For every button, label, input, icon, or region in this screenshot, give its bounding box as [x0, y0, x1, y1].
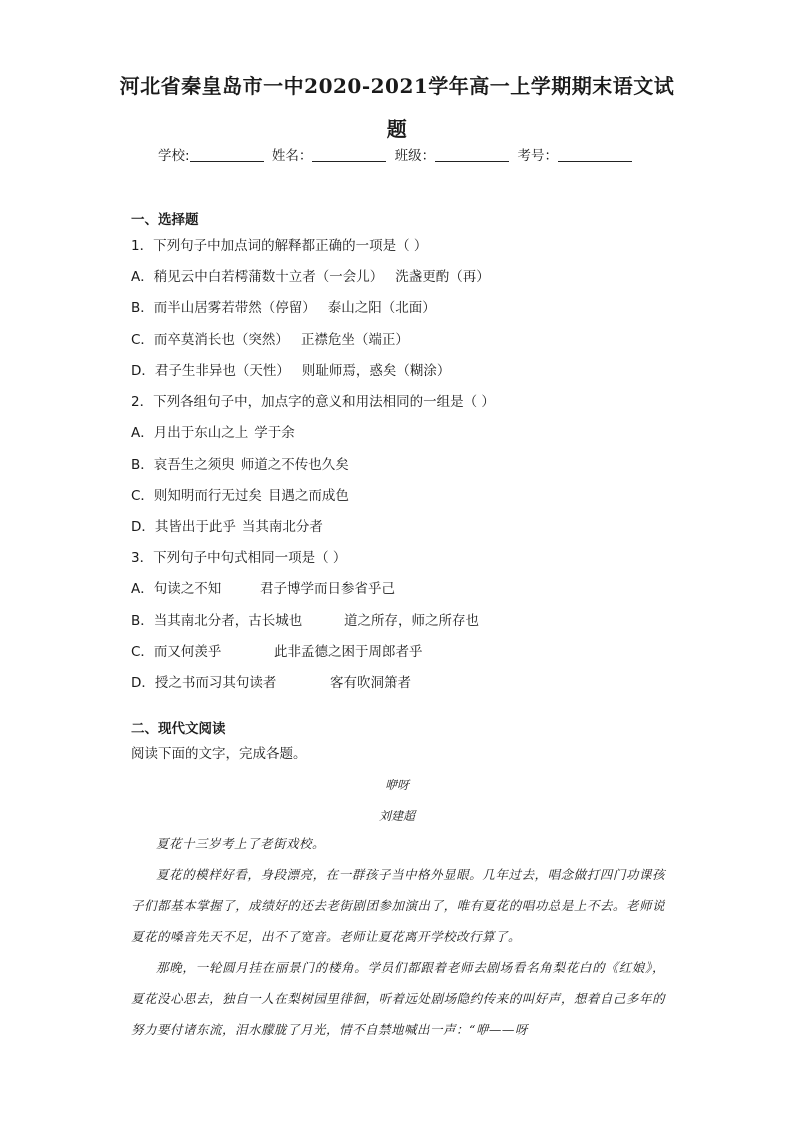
option-text: B．而半山居雾若带然（停留）	[131, 300, 316, 316]
question-2-option-b	[131, 453, 349, 473]
question-1-stem: 1．下列句子中加点词的解释都正确的一项是（ ）	[131, 238, 428, 254]
class-label: 班级：	[394, 148, 436, 164]
option-text: 正襟危坐（端正）	[300, 332, 409, 348]
question-1-option-c	[131, 328, 409, 348]
option-text: 道之所存，师之所存也	[344, 613, 479, 629]
option-text: 此非孟德之困于周郎者乎	[274, 644, 423, 660]
class-blank[interactable]	[435, 161, 509, 162]
article-paragraph-2: 夏花的模样好看，身段漂亮，在一群孩子当中格外显眼。几年过去，唱念做打四门功课孩子们都基本掌握了，成绩好的还去老街剧团参加演出了，唯有夏花的唱功总是上不去。老师说夏花的嗓音先天不足，出不了宽音。老师让夏花离开学校改行算了。	[131, 867, 665, 944]
question-1-option-b	[131, 296, 436, 316]
option-text: C．而卒莫消长也（突然）	[131, 332, 289, 348]
question-2-option-c	[131, 484, 349, 504]
option-text: 泰山之阳（北面）	[327, 300, 436, 316]
question-1-option-a	[131, 265, 490, 285]
question-3-option-d	[131, 671, 411, 691]
option-text: 学于余	[254, 425, 295, 441]
question-3-option-c	[131, 640, 423, 660]
option-text: 客有吹洞箫者	[330, 675, 411, 691]
option-text: 洗盏更酌（再）	[395, 269, 490, 285]
option-text: D．君子生非异也（天性）	[131, 363, 290, 379]
id-label: 考号：	[517, 148, 558, 164]
question-2-stem: 2．下列各组句子中，加点字的意义和用法相同的一组是（ ）	[131, 394, 495, 410]
name-label: 姓名：	[271, 148, 313, 164]
reading-instruction: 阅读下面的文字，完成各题。	[131, 746, 307, 762]
question-1-option-d	[131, 359, 450, 379]
section-1-heading: 一、选择题	[131, 212, 199, 228]
question-3-option-a	[131, 577, 395, 597]
school-label: 学校:	[158, 148, 190, 164]
option-text: A．稍见云中白若樗蒲数十立者（一会儿）	[131, 269, 384, 285]
section-2-heading: 二、现代文阅读	[131, 721, 226, 737]
option-text: C．则知明而行无过矣	[131, 488, 262, 504]
school-blank[interactable]	[190, 161, 264, 162]
article-author: 刘建超	[378, 809, 415, 823]
option-text: 当其南北分者	[241, 519, 323, 535]
option-text: A．月出于东山之上	[131, 425, 249, 441]
option-text: D．其皆出于此乎	[131, 519, 236, 535]
option-text: 目遇之而成色	[267, 488, 349, 504]
option-text: 则耻师焉，惑矣（糊涂）	[301, 363, 451, 379]
option-text: 君子博学而日参省乎己	[260, 581, 395, 597]
student-info-row	[0, 144, 794, 164]
option-text: B．哀吾生之须臾	[131, 457, 235, 473]
option-text: 师道之不传也久矣	[240, 457, 349, 473]
question-3-option-b	[131, 609, 479, 629]
id-blank[interactable]	[558, 161, 632, 162]
option-text: D．授之书而习其句读者	[131, 675, 277, 691]
question-2-option-d	[131, 515, 323, 535]
option-text: C．而又何羡乎	[131, 644, 222, 660]
article-title: 咿呀	[384, 778, 409, 792]
article-paragraph-3: 那晚，一轮圆月挂在丽景门的楼角。学员们都跟着老师去剧场看名角梨花白的《红娘》，夏花没心思去，独自一人在梨树园里徘徊，听着远处剧场隐约传来的叫好声，想着自己多年的努力要付诸东流，泪水朦胧了月光，情不自禁地喊出一声：“咿——呀	[131, 960, 665, 1037]
option-text: A．句读之不知	[131, 581, 222, 597]
question-2-option-a	[131, 421, 295, 441]
question-3-stem: 3．下列句子中句式相同一项是（ ）	[131, 550, 347, 566]
exam-title-line-2: 题	[386, 117, 408, 141]
article-paragraph-1: 夏花十三岁考上了老街戏校。	[156, 836, 326, 851]
exam-title-line-1: 河北省秦皇岛市一中2020-2021学年高一上学期期末语文试	[119, 74, 675, 98]
name-blank[interactable]	[312, 161, 386, 162]
option-text: B．当其南北分者，古长城也	[131, 613, 303, 629]
